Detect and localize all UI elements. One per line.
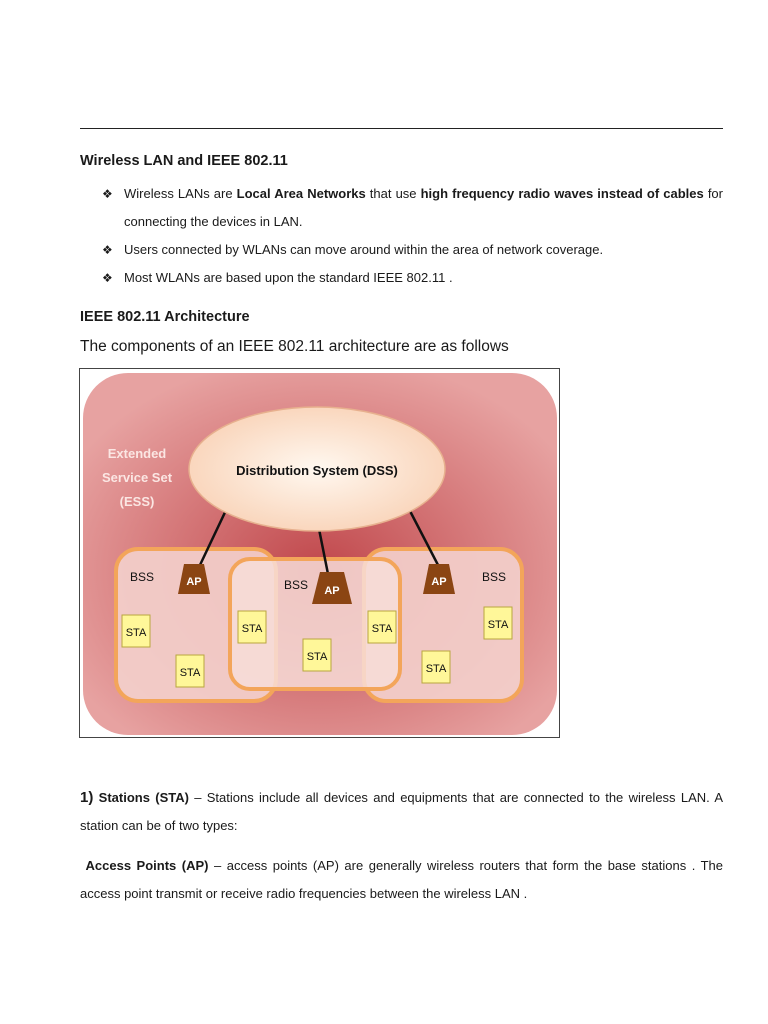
diamond-bullet-icon: ❖	[102, 271, 113, 285]
diamond-bullet-icon: ❖	[102, 187, 113, 201]
stations-text: – Stations include all devices and equipments that are connected to the wireless LAN. A station can be of two types:	[80, 790, 723, 833]
section-heading-wireless-lan: Wireless LAN and IEEE 802.11	[80, 153, 288, 169]
bullet-list	[102, 180, 723, 292]
sta-label: STA	[306, 651, 328, 663]
item-number: 1)	[80, 789, 94, 806]
stations-paragraph	[80, 784, 723, 840]
bold-term: Local Area Networks	[236, 186, 366, 201]
ess-label-line1: Extended	[107, 446, 167, 461]
list-item: ❖ Wireless LANs are Local Area Networks that use high frequency radio waves instead of cables for connecting the devices in LAN.	[102, 180, 723, 236]
dss-label: Distribution System (DSS)	[236, 463, 398, 478]
access-points-paragraph	[80, 852, 723, 908]
architecture-diagram	[79, 368, 560, 738]
ess-label-line3: (ESS)	[119, 494, 155, 509]
bold-term: high frequency radio waves instead of cables	[420, 186, 704, 201]
sta-label: STA	[371, 623, 393, 635]
horizontal-rule	[80, 128, 723, 129]
ap-label-right: AP	[431, 576, 447, 588]
stations-term: Stations (STA)	[98, 790, 189, 805]
sta-label: STA	[425, 663, 447, 675]
ap-label-center: AP	[324, 585, 340, 597]
bss-label-left: BSS	[129, 570, 155, 584]
sta-label: STA	[487, 619, 509, 631]
list-item: ❖ Users connected by WLANs can move around within the area of network coverage.	[102, 236, 723, 264]
bss-label-right: BSS	[481, 570, 507, 584]
list-item: ❖ Most WLANs are based upon the standard IEEE 802.11 .	[102, 264, 723, 292]
sta-label: STA	[179, 667, 201, 679]
intro-sentence: The components of an IEEE 802.11 architecture are as follows	[80, 338, 509, 355]
ess-label-line2: Service Set	[101, 470, 173, 485]
access-points-text: – access points (AP) are generally wireless routers that form the base stations . The access point transmit or receive radio frequencies between the wireless LAN .	[80, 858, 723, 901]
sta-label: STA	[125, 627, 147, 639]
ap-label-left: AP	[186, 576, 202, 588]
bss-label-center: BSS	[283, 578, 309, 592]
sta-label: STA	[241, 623, 263, 635]
diamond-bullet-icon: ❖	[102, 243, 113, 257]
access-points-term: Access Points (AP)	[85, 858, 209, 873]
section-heading-architecture: IEEE 802.11 Architecture	[80, 309, 250, 325]
